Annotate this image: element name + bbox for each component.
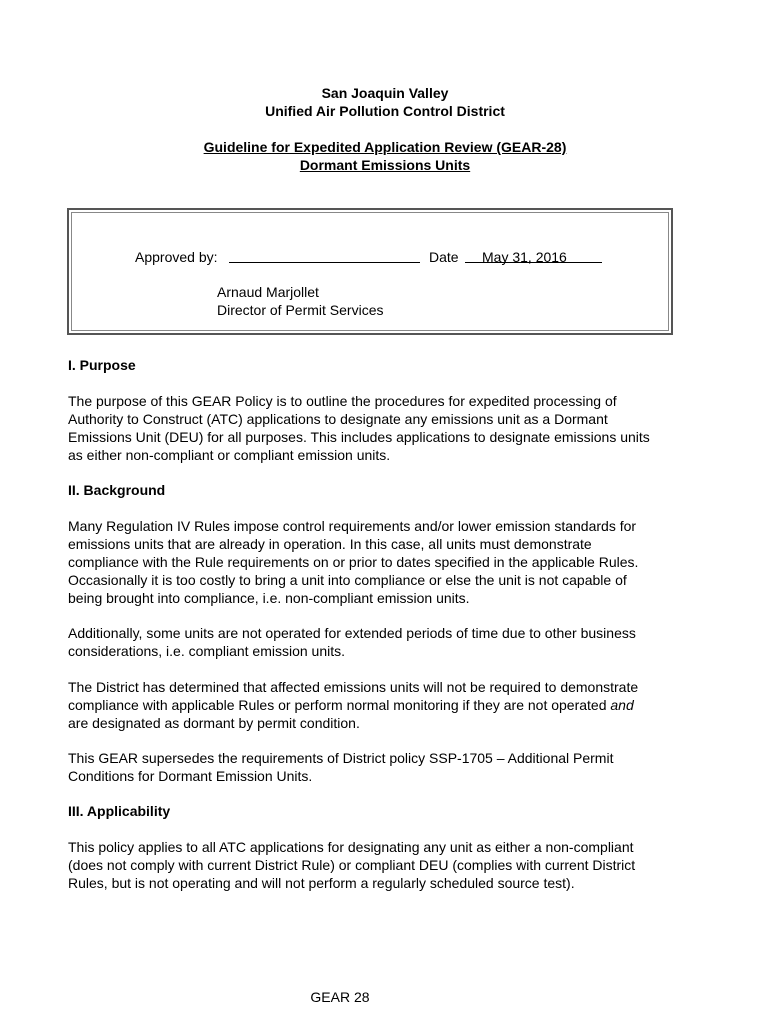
document-subtitle [0,156,770,174]
org-name-line1: San Joaquin Valley [321,85,449,101]
page-footer: GEAR 28 [310,989,370,1005]
background-paragraph-1 [68,517,708,607]
paragraph-line: (does not comply with current District Rule) or compliant DEU (complies with current District [68,857,636,873]
paragraph-line: being brought into compliance, i.e. non-compliant emission units. [68,590,470,606]
paragraph-line: considerations, i.e. compliant emission units. [68,643,346,659]
paragraph-text: compliance with applicable Rules or perform normal monitoring if they are not operated [68,697,611,713]
paragraph-line: compliance with the Rule requirements on or prior to dates specified in the applicable Rules. [68,554,639,570]
paragraph-line: are designated as dormant by permit condition. [68,715,360,731]
background-paragraph-3 [68,678,708,732]
paragraph-line [68,696,708,714]
paragraph-line: Conditions for Dormant Emission Units. [68,768,313,784]
paragraph-line: Emissions Unit (DEU) for all purposes. This includes applications to designate emissions units [68,429,650,445]
paragraph-line: as either non-compliant or compliant emission units. [68,447,391,463]
date-label: Date [429,249,459,265]
paragraph-line: The District has determined that affected emissions units will not be required to demonstrate [68,679,639,695]
applicability-heading: III. Applicability [68,803,171,819]
applicability-paragraph [68,838,708,892]
purpose-paragraph [68,392,708,464]
background-paragraph-4 [68,749,708,785]
paragraph-line: Rules, but is not operating and will not perform a regularly scheduled source test). [68,875,575,891]
signature-line [229,262,420,263]
background-paragraph-2 [68,624,708,660]
document-title [0,138,770,156]
paragraph-line: This policy applies to all ATC applications for designating any unit as either a non-compliant [68,839,634,855]
document-title-line1: Guideline for Expedited Application Review (GEAR-28) [203,139,567,155]
paragraph-line: The purpose of this GEAR Policy is to outline the procedures for expedited processing of [68,393,617,409]
date-value: May 31, 2016 [482,249,567,265]
emphasis-text: and [610,697,634,713]
background-heading: II. Background [68,482,166,498]
paragraph-line: Authority to Construct (ATC) applications to designate any emissions unit as a Dormant [68,411,608,427]
paragraph-line: Additionally, some units are not operated for extended periods of time due to other business [68,625,636,641]
signer-title: Director of Permit Services [217,302,384,318]
paragraph-line: Occasionally it is too costly to bring a unit into compliance or else the unit is not capable of [68,572,627,588]
document-title-line2: Dormant Emissions Units [299,157,471,173]
paragraph-line: This GEAR supersedes the requirements of District policy SSP-1705 – Additional Permit [68,750,614,766]
org-name-line2: Unified Air Pollution Control District [265,103,505,119]
paragraph-line: emissions units that are already in operation. In this case, all units must demonstrate [68,536,592,552]
approved-by-label: Approved by: [135,249,218,265]
signer-name: Arnaud Marjollet [217,284,319,300]
paragraph-line: Many Regulation IV Rules impose control requirements and/or lower emission standards for [68,518,637,534]
purpose-heading: I. Purpose [68,357,136,373]
